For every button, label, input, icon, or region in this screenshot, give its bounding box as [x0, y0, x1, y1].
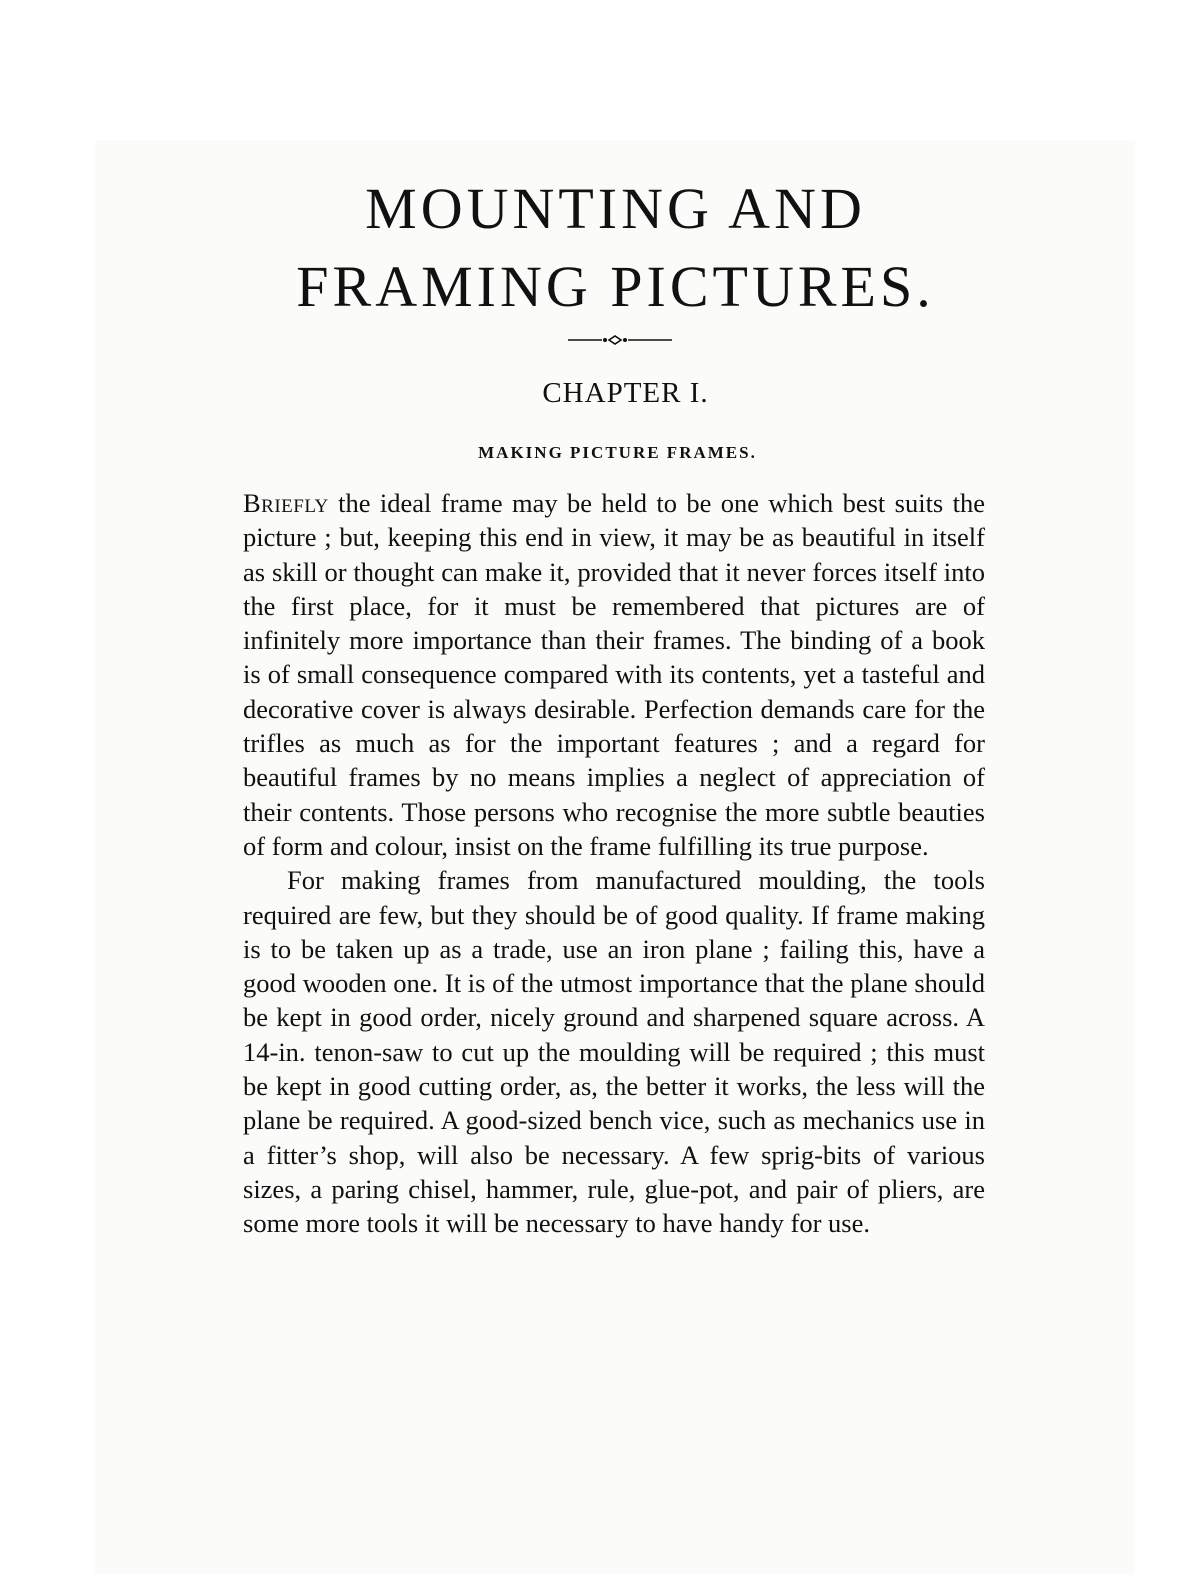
paragraph-1-text: the ideal frame may be held to be one which best suits the picture ; but, keeping this end in view, it may be as beautiful in itself as skill or thought can make it, provided that it never forces itself into the first place, for it must be remembered that pictures are of infinitely more importance than their frames. The binding of a book is of small consequence compared with its contents, yet a tasteful and decorative cover is always desirable. Perfection demands care for the trifles as much as for the important features ; and a regard for beautiful frames by no means implies a neglect of appreciation of their contents. Those persons who recognise the more subtle beauties of form and colour, insist on the frame fulfilling its true purpose.	[243, 488, 985, 861]
paragraph-lead-word: Briefly	[243, 488, 329, 518]
chapter-heading: CHAPTER I.	[542, 377, 709, 409]
book-title-line-1: MOUNTING AND	[365, 176, 866, 241]
chapter-subtitle: MAKING PICTURE FRAMES.	[478, 443, 757, 462]
paragraph-2: For making frames from manufactured moulding, the tools required are few, but they should be of good quality. If frame making is to be taken up as a trade, use an iron plane ; failing this, have a good wooden one. It is of the utmost importance that the plane should be kept in good order, nicely ground and sharpened square across. A 14-in. tenon-saw to cut up the moulding will be required ; this must be kept in good cutting order, as, the better it works, the less will the plane be required. A good-sized bench vice, such as mechanics use in a fitter’s shop, will also be necessary. A few sprig-bits of various sizes, a paring chisel, hammer, rule, glue-pot, and pair of pliers, are some more tools it will be necessary to have handy for use.	[243, 865, 985, 1239]
body-text	[243, 486, 985, 1241]
dash-diamond-ornament-icon	[568, 333, 678, 347]
book-title-line-2: FRAMING PICTURES.	[296, 254, 935, 319]
paragraph-1	[243, 486, 985, 863]
